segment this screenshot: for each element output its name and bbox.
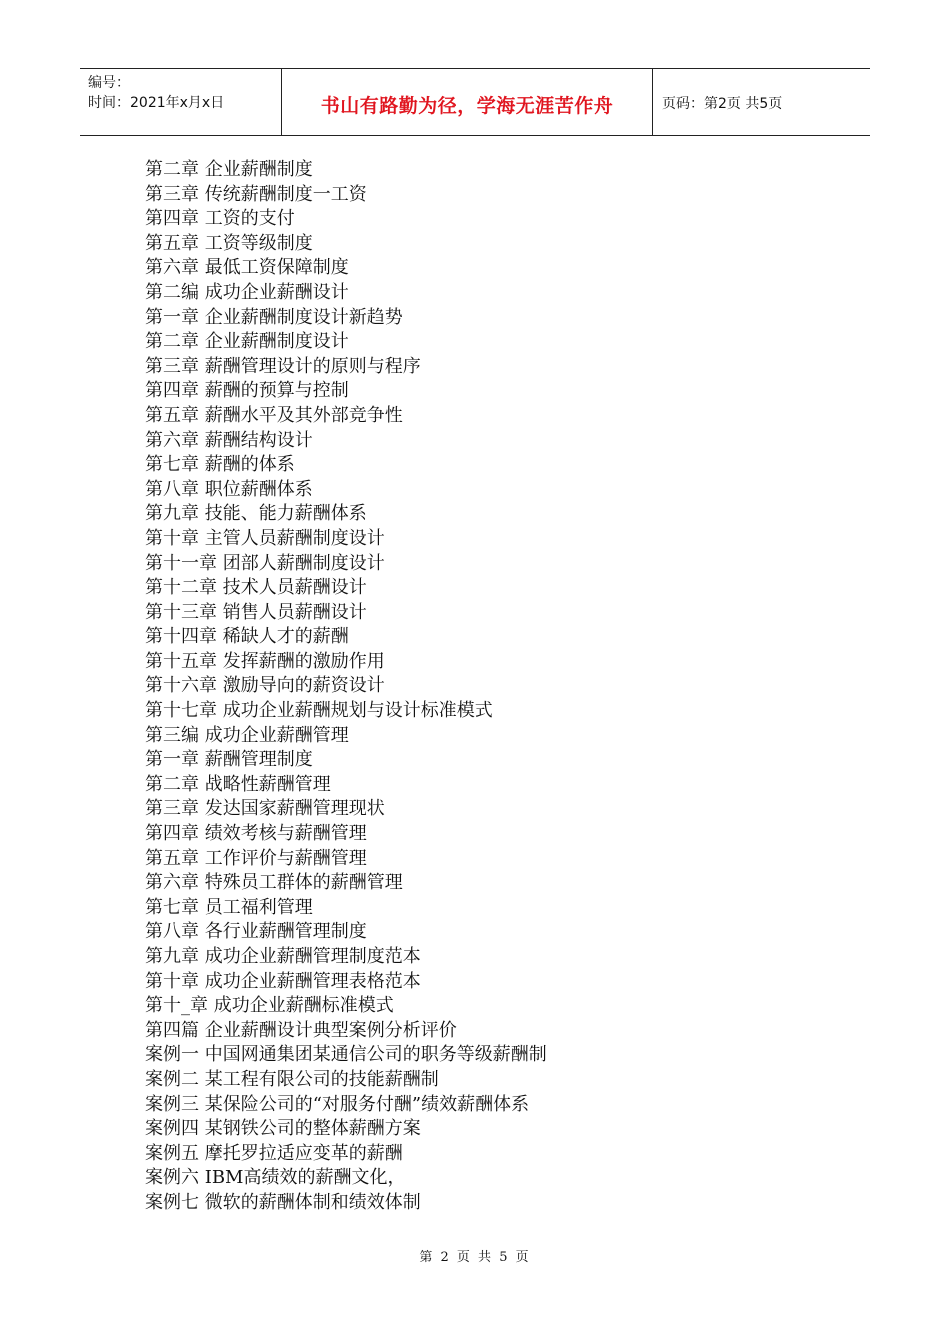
toc-line: 第三章 发达国家薪酬管理现状 [145, 798, 385, 820]
toc-line: 第七章 员工福利管理 [145, 896, 313, 918]
toc-line: 第九章 技能、能力薪酬体系 [145, 503, 367, 525]
toc-line: 第十章 成功企业薪酬管理表格范本 [145, 970, 421, 992]
toc-line: 第一章 企业薪酬制度设计新趋势 [145, 306, 403, 328]
toc-line: 案例七 微软的薪酬体制和绩效体制 [145, 1191, 421, 1213]
toc-line: 第五章 薪酬水平及其外部竞争性 [145, 404, 403, 426]
toc-line: 第二编 成功企业薪酬设计 [145, 281, 349, 303]
toc-line: 第四章 工资的支付 [145, 208, 295, 230]
header-page-info [653, 69, 870, 135]
toc-line: 第七章 薪酬的体系 [145, 454, 295, 476]
toc-line: 案例五 摩托罗拉适应变革的薪酬 [145, 1142, 403, 1164]
toc-line: 案例三 某保险公司的“对服务付酬”绩效薪酬体系 [145, 1093, 530, 1115]
toc-line: 第三章 传统薪酬制度一工资 [145, 183, 367, 205]
toc-line: 第十七章 成功企业薪酬规划与设计标准模式 [145, 700, 493, 722]
toc-line: 第八章 各行业薪酬管理制度 [145, 921, 367, 943]
toc-line: 第十四章 稀缺人才的薪酬 [145, 626, 349, 648]
page-footer [0, 1246, 950, 1265]
toc-line: 案例一 中国网通集团某通信公司的职务等级薪酬制 [145, 1044, 547, 1066]
toc-line: 第十_章 成功企业薪酬标准模式 [145, 995, 394, 1017]
toc-line: 第十六章 激励导向的薪资设计 [145, 675, 385, 697]
toc-line: 第十一章 团部人薪酬制度设计 [145, 552, 385, 574]
toc-line: 案例二 某工程有限公司的技能薪酬制 [145, 1068, 439, 1090]
toc-line: 第四篇 企业薪酬设计典型案例分析评价 [145, 1019, 457, 1041]
toc-line: 第六章 特殊员工群体的薪酬管理 [145, 872, 403, 894]
toc-line: 第三编 成功企业薪酬管理 [145, 724, 349, 746]
toc-line: 案例四 某钢铁公司的整体薪酬方案 [145, 1118, 421, 1140]
footer-page-number: 第 2 页 共 5 页 [419, 1250, 531, 1265]
time-label: 时间：2021年x月x日 [88, 95, 225, 111]
toc-line: 第十章 主管人员薪酬制度设计 [145, 527, 385, 549]
toc-line: 第一章 薪酬管理制度 [145, 749, 313, 771]
toc-line: 第八章 职位薪酬体系 [145, 478, 313, 500]
toc-line: 第九章 成功企业薪酬管理制度范本 [145, 946, 421, 967]
toc-line: 第六章 最低工资保障制度 [145, 257, 349, 279]
toc-line: 第三章 薪酬管理设计的原则与程序 [145, 355, 421, 377]
toc-line: 第二章 企业薪酬制度 [145, 159, 313, 180]
motto-text: 书山有路勤为径，学海无涯苦作舟 [320, 94, 614, 117]
toc-line: 第十五章 发挥薪酬的激励作用 [145, 650, 385, 672]
toc-line: 第五章 工资等级制度 [145, 232, 313, 254]
page-header [80, 68, 870, 136]
header-meta [80, 69, 282, 135]
header-motto-cell [282, 69, 653, 135]
toc-line: 第四章 薪酬的预算与控制 [145, 380, 349, 402]
toc-line: 第二章 企业薪酬制度设计 [145, 331, 349, 353]
toc-line: 第四章 绩效考核与薪酬管理 [145, 823, 367, 845]
number-label: 编号： [88, 75, 130, 91]
toc-line: 第六章 薪酬结构设计 [145, 429, 313, 451]
toc-line: 第二章 战略性薪酬管理 [145, 773, 331, 795]
toc-line: 案例六 IBM高绩效的薪酬文化， [145, 1167, 406, 1189]
toc-line: 第十二章 技术人员薪酬设计 [145, 577, 367, 599]
table-of-contents [145, 158, 825, 1216]
toc-line: 第五章 工作评价与薪酬管理 [145, 847, 367, 869]
page-info-text: 页码：第2页 共5页 [662, 96, 783, 112]
toc-line: 第十三章 销售人员薪酬设计 [145, 601, 367, 623]
